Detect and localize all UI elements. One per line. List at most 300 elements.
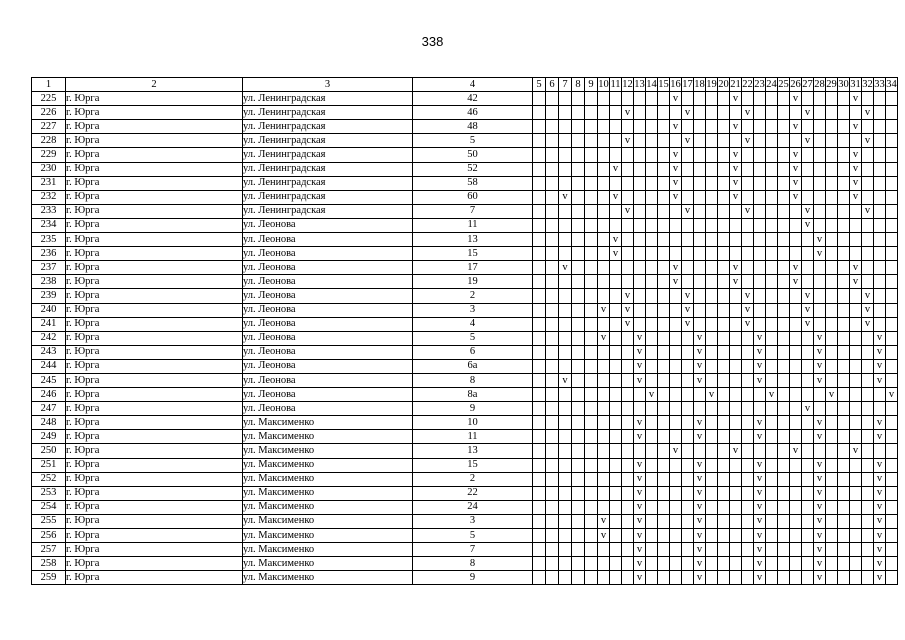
mark-cell-5 xyxy=(533,275,546,289)
mark-cell-15 xyxy=(658,331,670,345)
mark-cell-14 xyxy=(646,176,658,190)
mark-cell-24 xyxy=(766,148,778,162)
mark-cell-20 xyxy=(718,500,730,514)
mark-cell-22 xyxy=(742,275,754,289)
mark-cell-9 xyxy=(585,331,598,345)
row-city: г. Юрга xyxy=(66,204,243,218)
mark-cell-16 xyxy=(670,317,682,331)
mark-cell-29 xyxy=(826,571,838,585)
mark-cell-22 xyxy=(742,388,754,402)
mark-cell-14 xyxy=(646,543,658,557)
row-house: 11 xyxy=(413,430,533,444)
mark-cell-6 xyxy=(546,402,559,416)
row-number: 249 xyxy=(32,430,66,444)
mark-cell-9 xyxy=(585,261,598,275)
row-city: г. Юрга xyxy=(66,500,243,514)
mark-cell-15 xyxy=(658,529,670,543)
row-house: 52 xyxy=(413,162,533,176)
mark-cell-16 xyxy=(670,416,682,430)
mark-cell-22 xyxy=(742,148,754,162)
mark-cell-19 xyxy=(706,275,718,289)
mark-cell-11 xyxy=(610,500,622,514)
mark-cell-9 xyxy=(585,303,598,317)
row-city: г. Юрга xyxy=(66,218,243,232)
mark-cell-26 xyxy=(790,134,802,148)
mark-cell-9 xyxy=(585,359,598,373)
row-city: г. Юрга xyxy=(66,373,243,387)
row-number: 257 xyxy=(32,543,66,557)
mark-cell-30 xyxy=(838,233,850,247)
mark-cell-19 xyxy=(706,514,718,528)
mark-cell-22 xyxy=(742,557,754,571)
mark-cell-16 xyxy=(670,543,682,557)
mark-cell-11 xyxy=(610,218,622,232)
mark-cell-26 xyxy=(790,500,802,514)
mark-cell-33 xyxy=(874,275,886,289)
mark-cell-18 xyxy=(694,218,706,232)
mark-cell-21 xyxy=(730,571,742,585)
mark-cell-11 xyxy=(610,514,622,528)
row-street: ул. Ленинградская xyxy=(243,204,413,218)
mark-cell-34 xyxy=(886,416,898,430)
table-row xyxy=(32,106,898,120)
mark-cell-19 xyxy=(706,148,718,162)
mark-cell-10: v xyxy=(598,529,610,543)
mark-cell-8 xyxy=(572,176,585,190)
mark-cell-20 xyxy=(718,303,730,317)
mark-cell-32: v xyxy=(862,289,874,303)
mark-cell-32 xyxy=(862,331,874,345)
mark-cell-30 xyxy=(838,402,850,416)
row-street: ул. Леонова xyxy=(243,303,413,317)
mark-cell-31: v xyxy=(850,148,862,162)
row-number: 251 xyxy=(32,458,66,472)
column-header-29: 29 xyxy=(826,78,838,92)
mark-cell-24 xyxy=(766,134,778,148)
mark-cell-12 xyxy=(622,218,634,232)
mark-cell-31: v xyxy=(850,176,862,190)
row-house: 17 xyxy=(413,261,533,275)
mark-cell-12 xyxy=(622,514,634,528)
mark-cell-27 xyxy=(802,120,814,134)
mark-cell-33: v xyxy=(874,514,886,528)
mark-cell-21: v xyxy=(730,176,742,190)
mark-cell-22 xyxy=(742,529,754,543)
row-street: ул. Леонова xyxy=(243,233,413,247)
mark-cell-7 xyxy=(559,92,572,106)
mark-cell-20 xyxy=(718,458,730,472)
row-city: г. Юрга xyxy=(66,345,243,359)
mark-cell-30 xyxy=(838,388,850,402)
mark-cell-18: v xyxy=(694,571,706,585)
mark-cell-18 xyxy=(694,317,706,331)
mark-cell-14 xyxy=(646,486,658,500)
row-city: г. Юрга xyxy=(66,120,243,134)
row-city: г. Юрга xyxy=(66,543,243,557)
mark-cell-25 xyxy=(778,373,790,387)
mark-cell-10 xyxy=(598,176,610,190)
row-city: г. Юрга xyxy=(66,92,243,106)
row-number: 250 xyxy=(32,444,66,458)
mark-cell-9 xyxy=(585,416,598,430)
mark-cell-33: v xyxy=(874,331,886,345)
mark-cell-9 xyxy=(585,529,598,543)
mark-cell-10 xyxy=(598,233,610,247)
mark-cell-13: v xyxy=(634,345,646,359)
mark-cell-22 xyxy=(742,120,754,134)
mark-cell-10 xyxy=(598,543,610,557)
mark-cell-29 xyxy=(826,416,838,430)
mark-cell-18: v xyxy=(694,514,706,528)
mark-cell-21: v xyxy=(730,261,742,275)
mark-cell-32 xyxy=(862,472,874,486)
mark-cell-18 xyxy=(694,388,706,402)
mark-cell-11 xyxy=(610,331,622,345)
mark-cell-10 xyxy=(598,261,610,275)
mark-cell-12 xyxy=(622,543,634,557)
column-header-18: 18 xyxy=(694,78,706,92)
mark-cell-11 xyxy=(610,148,622,162)
mark-cell-33 xyxy=(874,261,886,275)
mark-cell-25 xyxy=(778,218,790,232)
mark-cell-24 xyxy=(766,204,778,218)
mark-cell-5 xyxy=(533,317,546,331)
mark-cell-6 xyxy=(546,190,559,204)
row-number: 232 xyxy=(32,190,66,204)
row-street: ул. Максименко xyxy=(243,529,413,543)
mark-cell-9 xyxy=(585,557,598,571)
mark-cell-30 xyxy=(838,529,850,543)
mark-cell-11 xyxy=(610,176,622,190)
mark-cell-10 xyxy=(598,120,610,134)
mark-cell-26 xyxy=(790,472,802,486)
table-row xyxy=(32,233,898,247)
mark-cell-5 xyxy=(533,331,546,345)
column-header-11: 11 xyxy=(610,78,622,92)
mark-cell-20 xyxy=(718,247,730,261)
mark-cell-9 xyxy=(585,402,598,416)
mark-cell-25 xyxy=(778,543,790,557)
mark-cell-32 xyxy=(862,275,874,289)
mark-cell-7 xyxy=(559,120,572,134)
mark-cell-31 xyxy=(850,204,862,218)
mark-cell-23: v xyxy=(754,373,766,387)
mark-cell-22: v xyxy=(742,134,754,148)
mark-cell-18: v xyxy=(694,472,706,486)
mark-cell-18 xyxy=(694,106,706,120)
mark-cell-14 xyxy=(646,204,658,218)
mark-cell-9 xyxy=(585,162,598,176)
table-row xyxy=(32,486,898,500)
mark-cell-25 xyxy=(778,416,790,430)
mark-cell-7: v xyxy=(559,190,572,204)
mark-cell-31 xyxy=(850,289,862,303)
mark-cell-10: v xyxy=(598,331,610,345)
mark-cell-31 xyxy=(850,486,862,500)
mark-cell-20 xyxy=(718,134,730,148)
mark-cell-19 xyxy=(706,557,718,571)
mark-cell-30 xyxy=(838,416,850,430)
mark-cell-13: v xyxy=(634,500,646,514)
mark-cell-15 xyxy=(658,345,670,359)
mark-cell-26 xyxy=(790,388,802,402)
mark-cell-32 xyxy=(862,92,874,106)
mark-cell-13: v xyxy=(634,359,646,373)
row-city: г. Юрга xyxy=(66,571,243,585)
mark-cell-34 xyxy=(886,500,898,514)
mark-cell-22: v xyxy=(742,303,754,317)
mark-cell-7 xyxy=(559,345,572,359)
mark-cell-25 xyxy=(778,92,790,106)
row-number: 242 xyxy=(32,331,66,345)
mark-cell-8 xyxy=(572,247,585,261)
row-city: г. Юрга xyxy=(66,444,243,458)
mark-cell-7 xyxy=(559,331,572,345)
table-row xyxy=(32,317,898,331)
mark-cell-12: v xyxy=(622,303,634,317)
mark-cell-17 xyxy=(682,430,694,444)
mark-cell-25 xyxy=(778,289,790,303)
mark-cell-10 xyxy=(598,472,610,486)
mark-cell-13 xyxy=(634,162,646,176)
mark-cell-27: v xyxy=(802,317,814,331)
column-header-30: 30 xyxy=(838,78,850,92)
mark-cell-30 xyxy=(838,218,850,232)
mark-cell-6 xyxy=(546,486,559,500)
column-header-8: 8 xyxy=(572,78,585,92)
mark-cell-22 xyxy=(742,444,754,458)
mark-cell-29 xyxy=(826,289,838,303)
mark-cell-13: v xyxy=(634,514,646,528)
mark-cell-19 xyxy=(706,176,718,190)
mark-cell-6 xyxy=(546,106,559,120)
mark-cell-29 xyxy=(826,303,838,317)
column-header-33: 33 xyxy=(874,78,886,92)
mark-cell-10 xyxy=(598,148,610,162)
mark-cell-22: v xyxy=(742,317,754,331)
mark-cell-6 xyxy=(546,359,559,373)
mark-cell-15 xyxy=(658,444,670,458)
mark-cell-21 xyxy=(730,373,742,387)
row-street: ул. Максименко xyxy=(243,486,413,500)
column-header-10: 10 xyxy=(598,78,610,92)
mark-cell-15 xyxy=(658,148,670,162)
mark-cell-7 xyxy=(559,388,572,402)
table-row xyxy=(32,472,898,486)
mark-cell-11 xyxy=(610,430,622,444)
mark-cell-19 xyxy=(706,359,718,373)
mark-cell-27 xyxy=(802,486,814,500)
mark-cell-19 xyxy=(706,218,718,232)
mark-cell-22 xyxy=(742,176,754,190)
row-number: 255 xyxy=(32,514,66,528)
mark-cell-7 xyxy=(559,486,572,500)
column-header-16: 16 xyxy=(670,78,682,92)
mark-cell-19 xyxy=(706,261,718,275)
mark-cell-14 xyxy=(646,218,658,232)
mark-cell-20 xyxy=(718,233,730,247)
mark-cell-27: v xyxy=(802,106,814,120)
mark-cell-18: v xyxy=(694,557,706,571)
mark-cell-24 xyxy=(766,486,778,500)
mark-cell-27 xyxy=(802,557,814,571)
row-number: 253 xyxy=(32,486,66,500)
mark-cell-34 xyxy=(886,176,898,190)
mark-cell-14 xyxy=(646,557,658,571)
mark-cell-25 xyxy=(778,204,790,218)
mark-cell-32 xyxy=(862,486,874,500)
mark-cell-28 xyxy=(814,162,826,176)
mark-cell-12 xyxy=(622,486,634,500)
mark-cell-32: v xyxy=(862,106,874,120)
row-house: 22 xyxy=(413,486,533,500)
mark-cell-5 xyxy=(533,106,546,120)
mark-cell-34 xyxy=(886,190,898,204)
row-street: ул. Ленинградская xyxy=(243,148,413,162)
table-row xyxy=(32,388,898,402)
mark-cell-25 xyxy=(778,261,790,275)
mark-cell-29 xyxy=(826,275,838,289)
mark-cell-23 xyxy=(754,444,766,458)
mark-cell-23: v xyxy=(754,500,766,514)
mark-cell-31 xyxy=(850,416,862,430)
table-row xyxy=(32,444,898,458)
mark-cell-20 xyxy=(718,359,730,373)
mark-cell-20 xyxy=(718,486,730,500)
mark-cell-23 xyxy=(754,261,766,275)
mark-cell-24 xyxy=(766,176,778,190)
mark-cell-11 xyxy=(610,444,622,458)
mark-cell-21 xyxy=(730,402,742,416)
mark-cell-17: v xyxy=(682,204,694,218)
mark-cell-34 xyxy=(886,275,898,289)
mark-cell-19 xyxy=(706,529,718,543)
mark-cell-33: v xyxy=(874,557,886,571)
table-row xyxy=(32,134,898,148)
row-street: ул. Леонова xyxy=(243,261,413,275)
mark-cell-14 xyxy=(646,345,658,359)
mark-cell-11 xyxy=(610,543,622,557)
mark-cell-16: v xyxy=(670,162,682,176)
mark-cell-17 xyxy=(682,162,694,176)
mark-cell-8 xyxy=(572,345,585,359)
row-city: г. Юрга xyxy=(66,402,243,416)
row-number: 238 xyxy=(32,275,66,289)
row-street: ул. Ленинградская xyxy=(243,134,413,148)
mark-cell-34 xyxy=(886,261,898,275)
mark-cell-14 xyxy=(646,317,658,331)
mark-cell-17: v xyxy=(682,289,694,303)
row-street: ул. Ленинградская xyxy=(243,120,413,134)
mark-cell-25 xyxy=(778,557,790,571)
row-street: ул. Максименко xyxy=(243,571,413,585)
mark-cell-7: v xyxy=(559,373,572,387)
row-street: ул. Леонова xyxy=(243,359,413,373)
mark-cell-26 xyxy=(790,514,802,528)
mark-cell-23 xyxy=(754,317,766,331)
mark-cell-21 xyxy=(730,430,742,444)
mark-cell-5 xyxy=(533,500,546,514)
mark-cell-7 xyxy=(559,500,572,514)
mark-cell-26: v xyxy=(790,444,802,458)
mark-cell-19 xyxy=(706,120,718,134)
mark-cell-33: v xyxy=(874,472,886,486)
mark-cell-11 xyxy=(610,120,622,134)
mark-cell-19 xyxy=(706,303,718,317)
mark-cell-9 xyxy=(585,472,598,486)
mark-cell-28: v xyxy=(814,557,826,571)
mark-cell-5 xyxy=(533,388,546,402)
mark-cell-17 xyxy=(682,92,694,106)
mark-cell-7 xyxy=(559,416,572,430)
mark-cell-27: v xyxy=(802,303,814,317)
mark-cell-9 xyxy=(585,500,598,514)
mark-cell-18: v xyxy=(694,500,706,514)
column-header-19: 19 xyxy=(706,78,718,92)
mark-cell-5 xyxy=(533,233,546,247)
mark-cell-8 xyxy=(572,218,585,232)
mark-cell-30 xyxy=(838,134,850,148)
mark-cell-20 xyxy=(718,472,730,486)
mark-cell-26: v xyxy=(790,162,802,176)
mark-cell-30 xyxy=(838,472,850,486)
mark-cell-22: v xyxy=(742,204,754,218)
mark-cell-22 xyxy=(742,190,754,204)
mark-cell-34 xyxy=(886,543,898,557)
mark-cell-34 xyxy=(886,571,898,585)
row-house: 4 xyxy=(413,317,533,331)
row-house: 24 xyxy=(413,500,533,514)
mark-cell-17 xyxy=(682,148,694,162)
mark-cell-29 xyxy=(826,359,838,373)
row-house: 11 xyxy=(413,218,533,232)
mark-cell-22 xyxy=(742,233,754,247)
mark-cell-29 xyxy=(826,529,838,543)
mark-cell-10: v xyxy=(598,303,610,317)
mark-cell-32 xyxy=(862,148,874,162)
mark-cell-29 xyxy=(826,486,838,500)
mark-cell-31 xyxy=(850,331,862,345)
mark-cell-11 xyxy=(610,402,622,416)
mark-cell-5 xyxy=(533,261,546,275)
mark-cell-14 xyxy=(646,275,658,289)
mark-cell-18 xyxy=(694,444,706,458)
mark-cell-26 xyxy=(790,106,802,120)
mark-cell-13 xyxy=(634,204,646,218)
mark-cell-27 xyxy=(802,261,814,275)
row-city: г. Юрга xyxy=(66,162,243,176)
mark-cell-25 xyxy=(778,134,790,148)
mark-cell-23 xyxy=(754,148,766,162)
mark-cell-9 xyxy=(585,571,598,585)
mark-cell-21: v xyxy=(730,190,742,204)
mark-cell-8 xyxy=(572,388,585,402)
mark-cell-16 xyxy=(670,529,682,543)
row-house: 5 xyxy=(413,529,533,543)
mark-cell-32 xyxy=(862,120,874,134)
mark-cell-28 xyxy=(814,148,826,162)
mark-cell-27 xyxy=(802,148,814,162)
mark-cell-11 xyxy=(610,106,622,120)
mark-cell-32 xyxy=(862,543,874,557)
mark-cell-12: v xyxy=(622,204,634,218)
row-city: г. Юрга xyxy=(66,472,243,486)
mark-cell-33: v xyxy=(874,571,886,585)
mark-cell-19 xyxy=(706,543,718,557)
mark-cell-17 xyxy=(682,176,694,190)
mark-cell-28 xyxy=(814,190,826,204)
mark-cell-14 xyxy=(646,106,658,120)
